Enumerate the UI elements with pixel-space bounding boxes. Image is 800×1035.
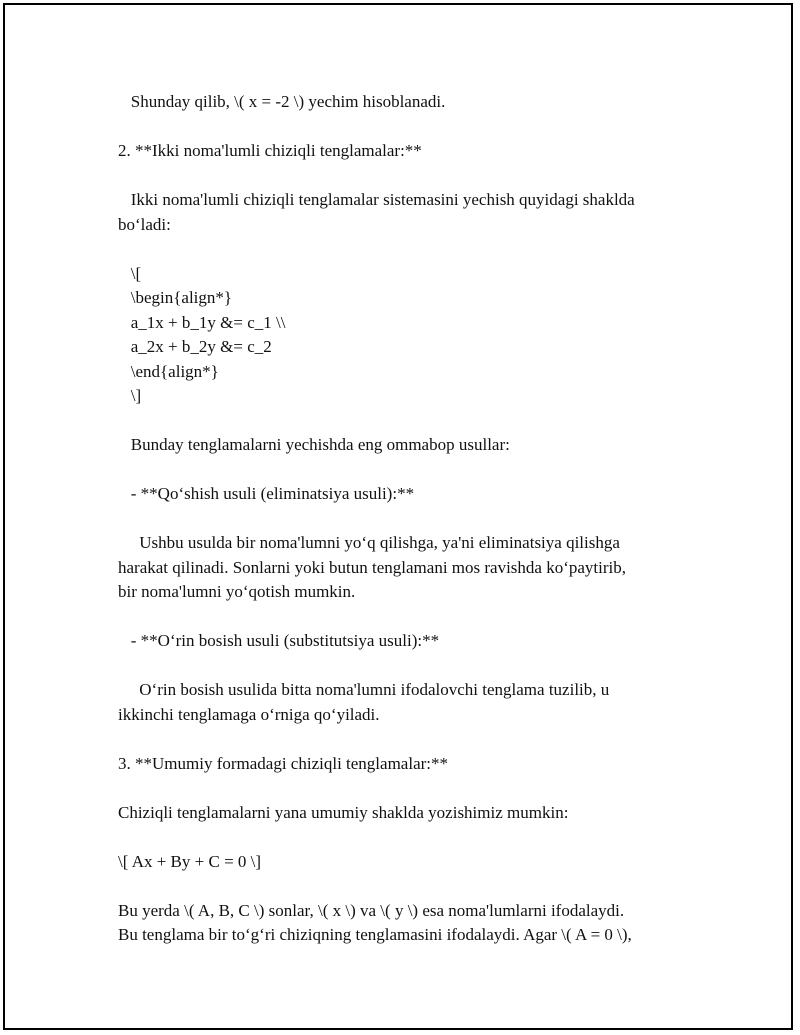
formula-line: a_1x + b_1y &= c_1 \\ (118, 312, 286, 332)
text-line: Shunday qilib, \( x = -2 \) yechim hisoblanadi. (118, 92, 446, 111)
formula-line: \end{align*} (118, 361, 219, 381)
list-item-heading: - **Qo‘shish usuli (eliminatsiya usuli):** (118, 484, 415, 503)
blank-line (118, 727, 688, 752)
blank-line (118, 164, 688, 189)
text-line: bo‘ladi: (118, 214, 171, 234)
blank-line (118, 874, 688, 899)
text-line: Ikki noma'lumli chiziqli tenglamalar sistemasini yechish quyidagi shaklda (118, 190, 635, 209)
formula-line: \[ Ax + By + C = 0 \] (118, 851, 262, 871)
list-item-heading: - **O‘rin bosish usuli (substitutsiya usuli):** (118, 631, 440, 650)
text-line: Bunday tenglamalarni yechishda eng ommabop usullar: (118, 435, 510, 454)
formula-line: \begin{align*} (118, 288, 233, 307)
text-line: O‘rin bosish usulida bitta noma'lumni ifodalovchi tenglama tuzilib, u (118, 680, 610, 699)
section-heading: 2. **Ikki noma'lumli chiziqli tenglamalar:** (118, 141, 422, 160)
blank-line (118, 605, 688, 630)
blank-line (118, 507, 688, 532)
text-line: Chiziqli tenglamalarni yana umumiy shaklda yozishimiz mumkin: (118, 802, 569, 822)
text-line: Bu yerda \( A, B, C \) sonlar, \( x \) va \( y \) esa noma'lumlarni ifodalaydi. (118, 900, 625, 920)
blank-line (118, 825, 688, 850)
blank-line (118, 237, 688, 262)
document-body (118, 90, 688, 948)
formula-line: \[ (118, 263, 142, 283)
text-line: Bu tenglama bir to‘g‘ri chiziqning tenglamasini ifodalaydi. Agar \( A = 0 \), (118, 925, 632, 944)
blank-line (118, 654, 688, 679)
text-line: harakat qilinadi. Sonlarni yoki butun tenglamani mos ravishda ko‘paytirib, (118, 557, 627, 577)
blank-line (118, 458, 688, 483)
text-line: bir noma'lumni yo‘qotish mumkin. (118, 582, 356, 601)
blank-line (118, 115, 688, 140)
section-heading: 3. **Umumiy formadagi chiziqli tenglamalar:** (118, 753, 448, 773)
text-line: Ushbu usulda bir noma'lumni yo‘q qilishga, ya'ni eliminatsiya qilishga (118, 533, 620, 552)
blank-line (118, 776, 688, 801)
blank-line (118, 409, 688, 434)
text-line: ikkinchi tenglamaga o‘rniga qo‘yiladi. (118, 704, 380, 724)
formula-line: a_2x + b_2y &= c_2 (118, 337, 272, 356)
formula-line: \] (118, 386, 142, 405)
